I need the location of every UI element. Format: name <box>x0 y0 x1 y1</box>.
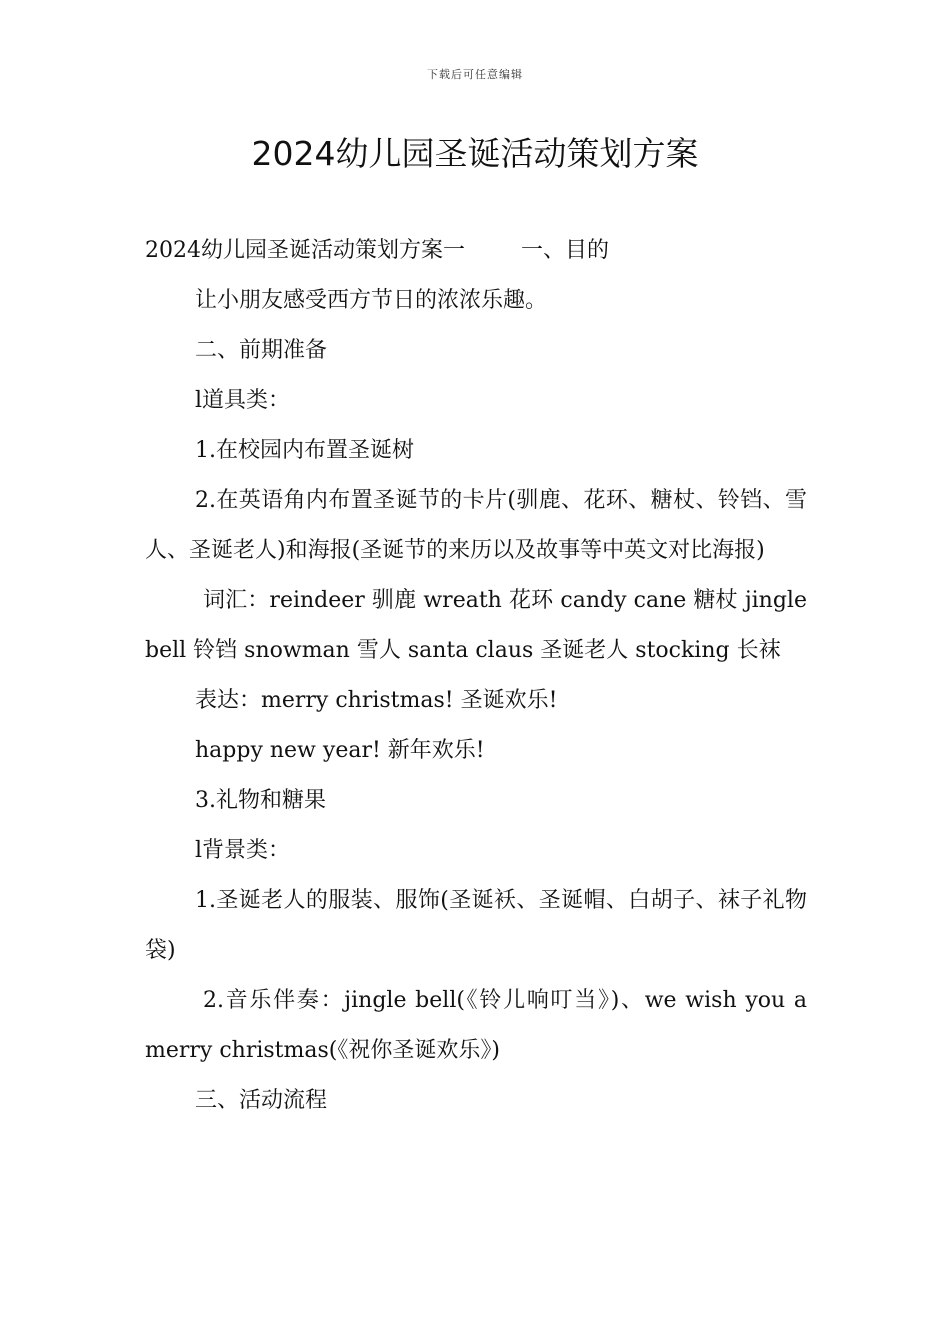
list-heading-background: l背景类： <box>195 838 291 863</box>
paragraph-expression-1: 表达：merry christmas! 圣诞欢乐! <box>195 688 558 713</box>
list-item-gifts: 3.礼物和糖果 <box>195 788 326 813</box>
section-heading-process: 三、活动流程 <box>195 1088 328 1113</box>
header-note: 下载后可任意编辑 <box>427 68 523 81</box>
list-item-music: 2.音乐伴奏：jingle bell(《铃儿响叮当》)、we wish you a merry christmas(《祝你圣诞欢乐》) <box>145 988 814 1063</box>
intro-subtitle: 2024幼儿园圣诞活动策划方案一 <box>145 238 465 263</box>
list-item-costume: 1.圣诞老人的服装、服饰(圣诞袄、圣诞帽、白胡子、袜子礼物袋) <box>145 888 807 963</box>
document-title: 2024幼儿园圣诞活动策划方案 <box>251 134 699 173</box>
paragraph-expression-2: happy new year! 新年欢乐! <box>195 738 485 763</box>
paragraph-intro <box>145 226 807 276</box>
paragraph-vocabulary: 词汇：reindeer 驯鹿 wreath 花环 candy cane 糖杖 jingle bell 铃铛 snowman 雪人 santa claus 圣诞老人 stocking 长袜 <box>145 588 814 663</box>
paragraph-purpose: 让小朋友感受西方节日的浓浓乐趣。 <box>195 288 548 313</box>
list-heading-props: l道具类： <box>195 388 291 413</box>
document-body <box>145 226 814 1126</box>
list-item-tree: 1.在校园内布置圣诞树 <box>195 438 414 463</box>
list-item-cards: 2.在英语角内布置圣诞节的卡片(驯鹿、花环、糖杖、铃铛、雪人、圣诞老人)和海报(圣诞节的来历以及故事等中英文对比海报) <box>145 488 807 563</box>
section-heading-purpose: 一、目的 <box>521 238 610 263</box>
section-heading-preparation: 二、前期准备 <box>195 338 328 363</box>
